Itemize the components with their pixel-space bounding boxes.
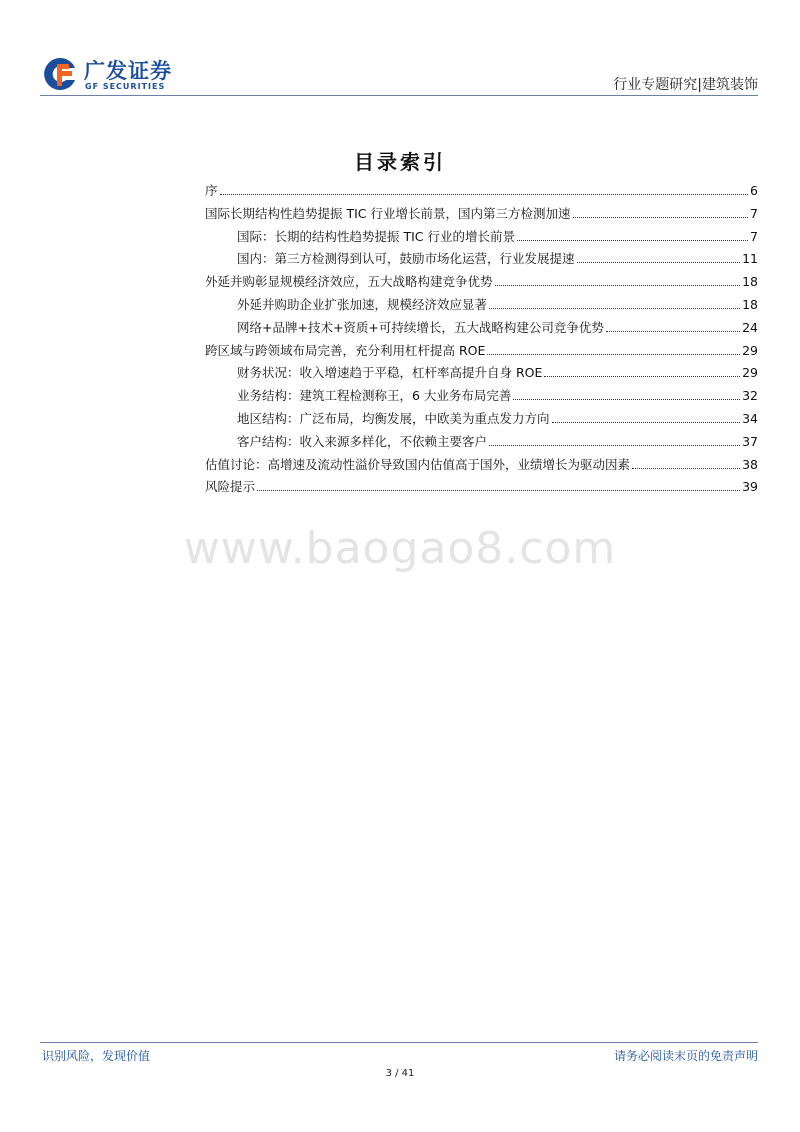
toc-entry-text: 国内：第三方检测得到认可，鼓励市场化运营，行业发展提速: [237, 251, 575, 267]
toc-entry-page: 18: [742, 296, 758, 312]
toc-entry[interactable]: [205, 431, 758, 454]
toc-entry-text: 网络+品牌+技术+资质+可持续增长，五大战略构建公司竞争优势: [237, 319, 604, 335]
toc-leader-dots: [487, 354, 740, 355]
toc-leader-dots: [544, 376, 740, 377]
toc-leader-dots: [513, 399, 740, 400]
footer-divider: [40, 1042, 758, 1043]
toc-entry-text: 风险提示: [205, 479, 256, 495]
toc-entry-page: 7: [750, 205, 758, 221]
toc-entry-text: 跨区域与跨领域布局完善，充分利用杠杆提高 ROE: [205, 342, 486, 358]
toc-leader-dots: [220, 194, 749, 195]
toc-entry-text: 国际长期结构性趋势提振 TIC 行业增长前景，国内第三方检测加速: [205, 205, 571, 221]
report-category: 行业专题研究|建筑装饰: [613, 77, 758, 93]
toc-entry-page: 6: [750, 183, 758, 198]
toc-entry-page: 29: [742, 342, 758, 358]
company-logo: [40, 52, 180, 96]
toc-leader-dots: [495, 285, 741, 286]
toc-entry-text: 外延并购彰显规模经济效应，五大战略构建竞争优势: [205, 274, 493, 290]
toc-entry[interactable]: [205, 248, 758, 271]
toc-entry[interactable]: [205, 294, 758, 317]
toc-leader-dots: [577, 262, 741, 263]
toc-entry-page: 38: [742, 456, 758, 472]
toc-entry-text: 地区结构：广泛布局，均衡发展，中欧美为重点发力方向: [237, 410, 550, 426]
toc-leader-dots: [517, 240, 748, 241]
toc-entry[interactable]: [205, 180, 758, 203]
toc-leader-dots: [489, 445, 740, 446]
footer-slogan: 识别风险，发现价值: [42, 1049, 151, 1063]
toc-entry-page: 39: [742, 479, 758, 495]
toc-entry[interactable]: [205, 203, 758, 226]
toc-leader-dots: [257, 490, 740, 491]
header-divider: [40, 95, 758, 96]
page-header: [40, 52, 758, 96]
toc-entry-page: 24: [742, 319, 758, 335]
toc-entry-page: 18: [742, 274, 758, 290]
toc-leader-dots: [573, 217, 749, 218]
toc-entry[interactable]: [205, 362, 758, 385]
toc-entry-text: 财务状况：收入增速趋于平稳，杠杆率高提升自身 ROE: [237, 365, 543, 381]
toc-leader-dots: [489, 308, 740, 309]
toc-leader-dots: [606, 331, 740, 332]
toc-entry-page: 34: [742, 410, 758, 426]
toc-entry-text: 客户结构：收入来源多样化，不依赖主要客户: [237, 433, 488, 449]
toc-entry-page: 37: [742, 433, 758, 449]
gf-logo-icon: [42, 56, 78, 92]
toc-title: 目录索引: [354, 150, 446, 174]
toc-entry-page: 11: [742, 251, 758, 267]
toc-entry[interactable]: [205, 408, 758, 431]
table-of-contents: [205, 180, 758, 499]
toc-entry[interactable]: [205, 271, 758, 294]
toc-entry-text: 国际：长期的结构性趋势提振 TIC 行业的增长前景: [237, 228, 515, 244]
logo-en-text: GF SECURITIES: [85, 82, 166, 91]
toc-leader-dots: [552, 422, 741, 423]
footer-disclaimer-note: 请务必阅读末页的免责声明: [613, 1049, 758, 1063]
toc-entry-text: 序: [205, 183, 218, 198]
toc-entry-page: 29: [742, 365, 758, 381]
toc-entry[interactable]: [205, 340, 758, 363]
toc-leader-dots: [632, 468, 740, 469]
toc-entry[interactable]: [205, 454, 758, 477]
toc-entry-page: 7: [750, 228, 758, 244]
toc-entry-text: 外延并购助企业扩张加速，规模经济效应显著: [237, 296, 488, 312]
watermark: www.baogao8.com: [183, 523, 617, 574]
toc-entry[interactable]: [205, 385, 758, 408]
toc-entry-text: 业务结构：建筑工程检测称王，6 大业务布局完善: [237, 388, 512, 404]
toc-entry[interactable]: [205, 226, 758, 249]
toc-entry[interactable]: [205, 317, 758, 340]
toc-entry-text: 估值讨论：高增速及流动性溢价导致国内估值高于国外，业绩增长为驱动因素: [205, 456, 631, 472]
toc-entry-page: 32: [742, 388, 758, 404]
page-number: 3 / 41: [385, 1068, 415, 1079]
toc-entry[interactable]: [205, 476, 758, 499]
logo-cn-text: 广发证券: [84, 59, 172, 83]
